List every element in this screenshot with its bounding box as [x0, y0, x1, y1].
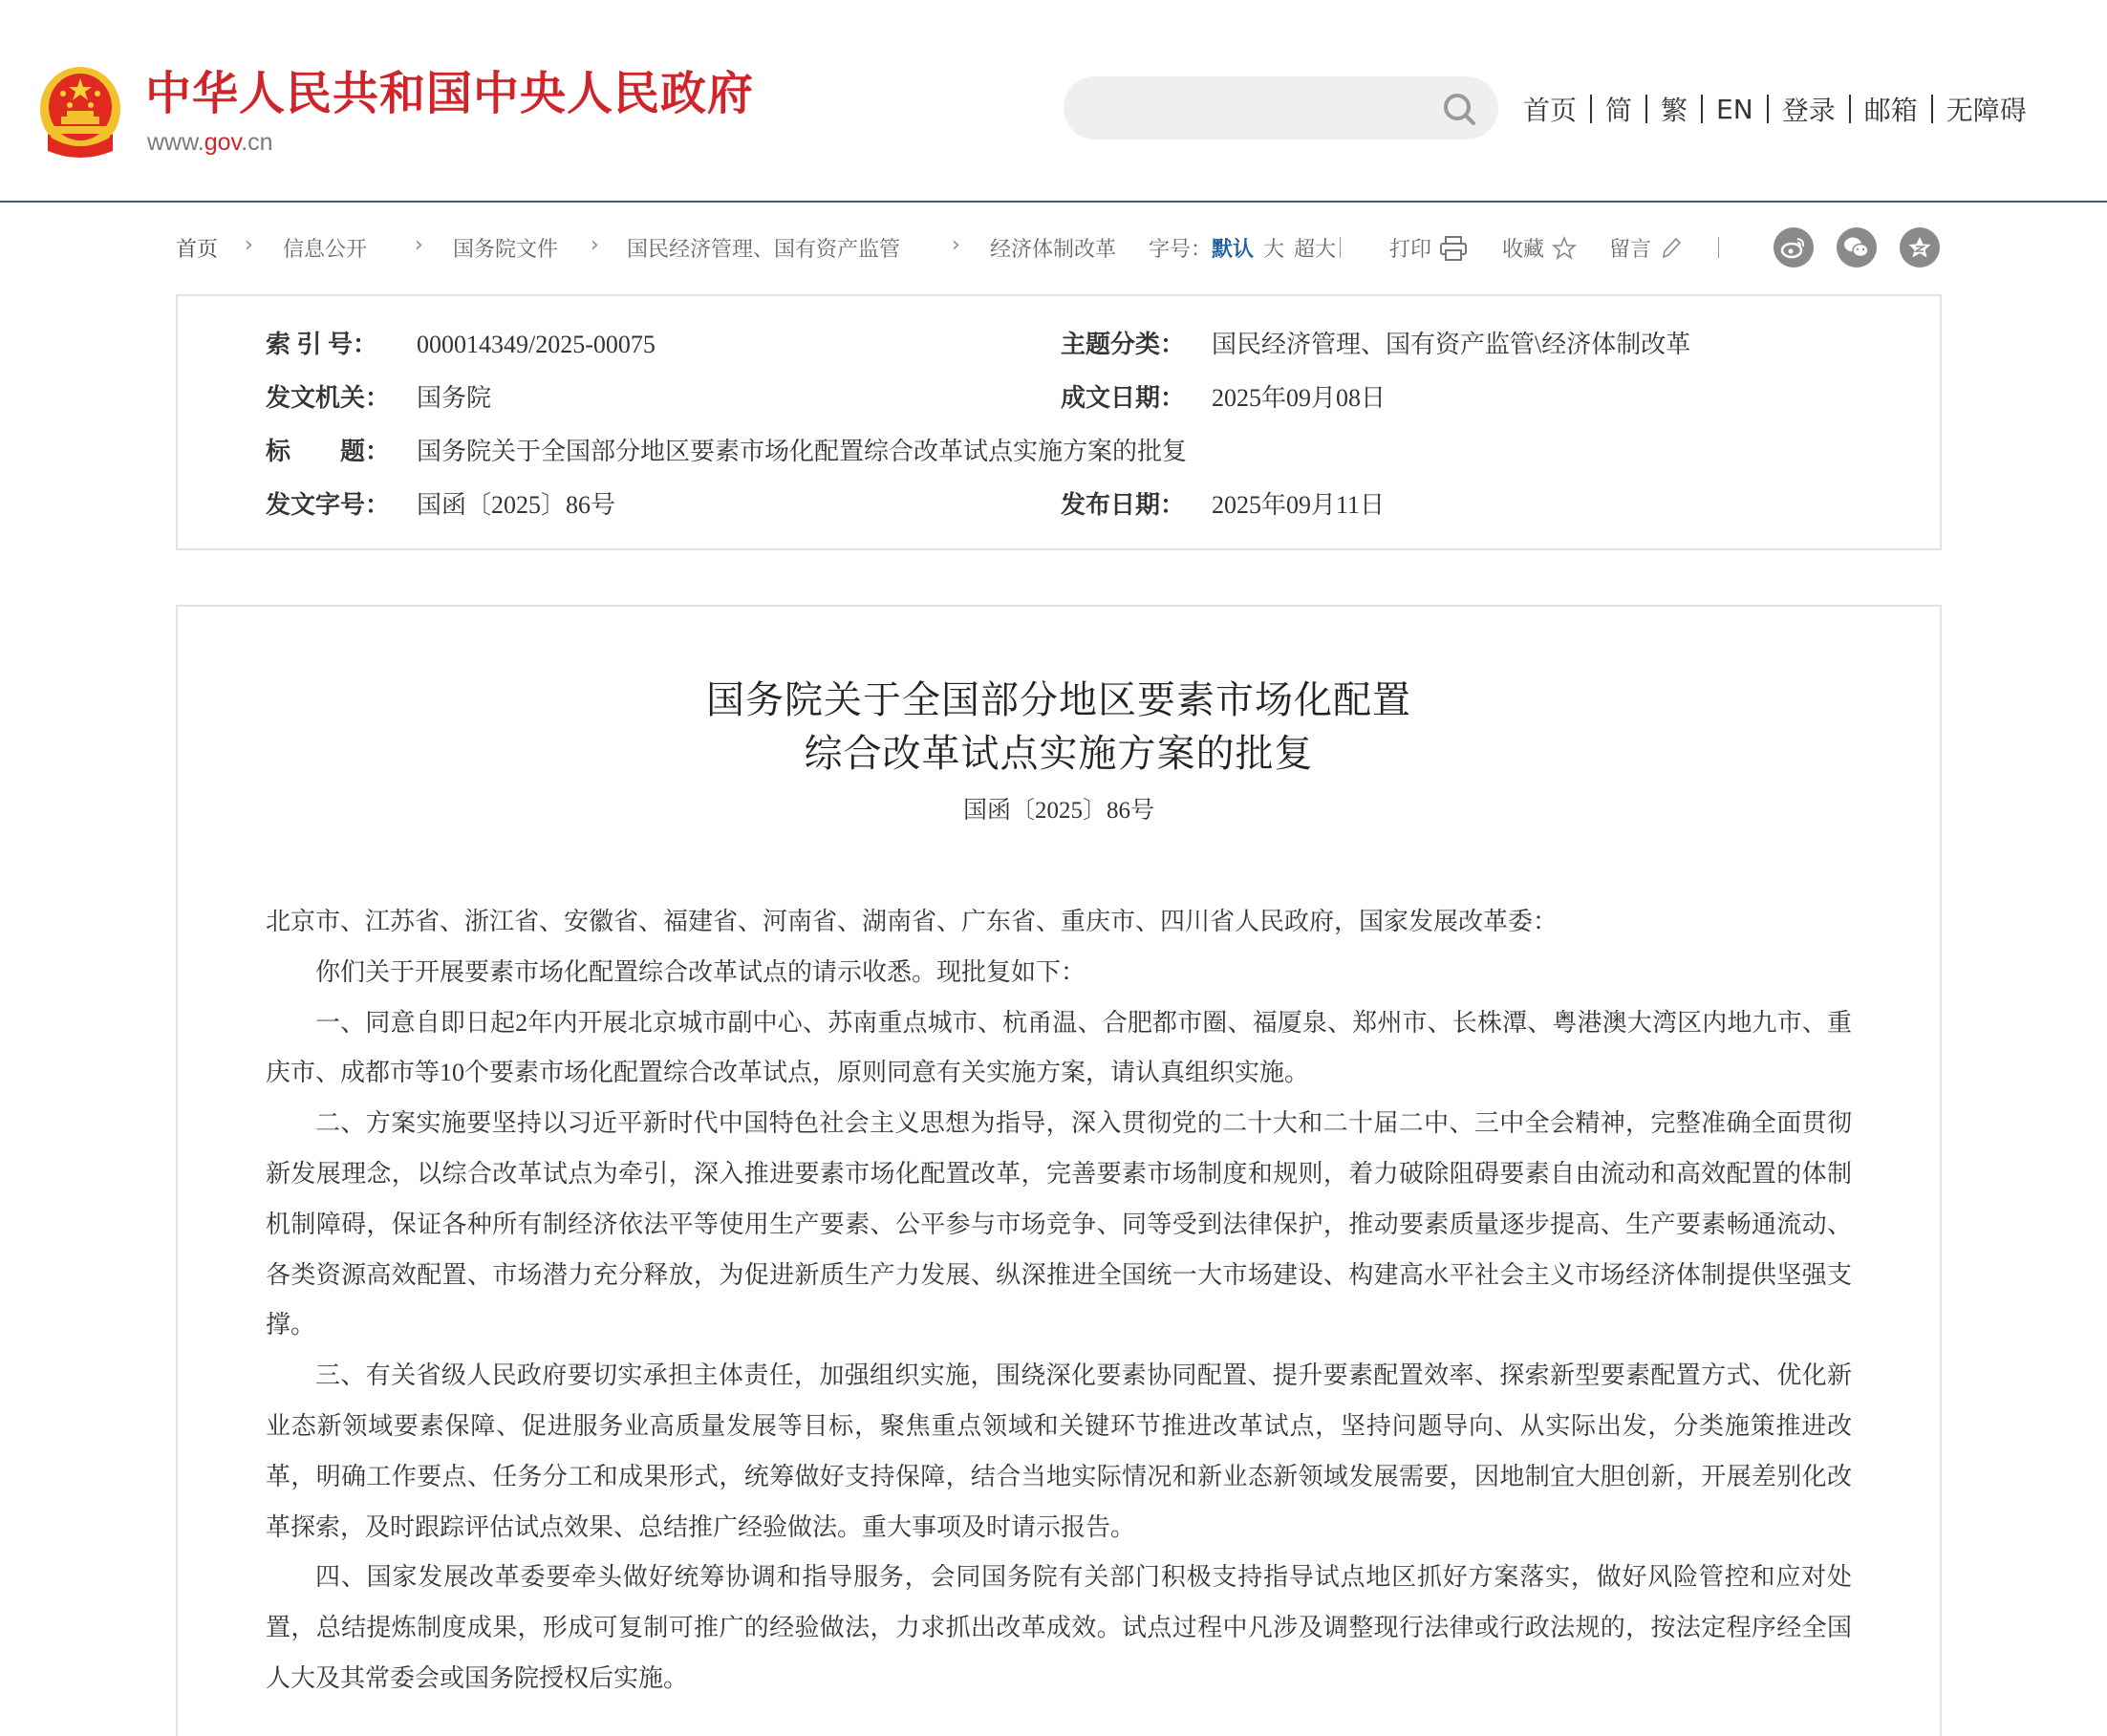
favorite-label: 收藏	[1502, 238, 1545, 262]
document-title-line-2: 综合改革试点实施方案的批复	[804, 732, 1314, 775]
nav-simplified[interactable]: 简	[1605, 95, 1633, 126]
favorite-button[interactable]	[1502, 233, 1577, 263]
site-url-gov: gov	[204, 129, 242, 156]
meta-label: 标 题：	[266, 438, 391, 465]
document-title	[178, 674, 1940, 781]
breadcrumb-link[interactable]: 信息公开	[283, 238, 368, 262]
site-url-prefix: www.	[147, 129, 204, 156]
meta-value: 2025年09月11日	[1212, 491, 1386, 519]
nav-accessibility[interactable]: 无障碍	[1946, 95, 2027, 126]
weibo-icon	[1780, 234, 1807, 261]
meta-subject	[1061, 329, 1690, 361]
search-box	[1064, 76, 1498, 139]
document-metadata	[176, 294, 1942, 550]
breadcrumb-item-economic-reform[interactable]	[990, 233, 1116, 263]
meta-label: 发布日期：	[1061, 491, 1186, 519]
national-emblem-icon[interactable]	[38, 65, 122, 159]
pencil-icon	[1659, 236, 1682, 261]
document-title-line-1: 国务院关于全国部分地区要素市场化配置	[706, 678, 1411, 721]
breadcrumb-item-info-public[interactable]	[283, 233, 367, 263]
font-size-default[interactable]: 默认	[1212, 238, 1255, 262]
addressee: 北京市、江苏省、浙江省、安徽省、福建省、河南省、湖南省、广东省、重庆市、四川省人民政府，国家发展改革委：	[266, 908, 1559, 935]
breadcrumb-link[interactable]: 经济体制改革	[990, 238, 1117, 262]
toolbar-divider	[1340, 237, 1341, 258]
body-paragraph: 三、有关省级人民政府要切实承担主体责任，加强组织实施，围绕深化要素协同配置、提升要素配置效率、探索新型要素配置方式、优化新业态新领域要素保障、促进服务业高质量发展等目标，聚焦重点领域和关键环节推进改革试点，坚持问题导向、从实际出发，分类施策推进改革，明确工作要点、任务分工和成果形式，统筹做好支持保障，结合当地实际情况和新业态新领域发展需要，因地制宜大胆创新，开展差别化改革探索，及时跟踪评估试点效果、总结推广经验做法。重大事项及时请示报告。	[266, 1361, 1852, 1541]
share-wechat-button[interactable]	[1837, 227, 1877, 268]
breadcrumb-link[interactable]: 国民经济管理、国有资产监管	[627, 238, 901, 262]
meta-label: 索 引 号：	[266, 331, 378, 358]
share-weibo-button[interactable]	[1774, 227, 1814, 268]
meta-value: 2025年09月08日	[1212, 384, 1387, 412]
meta-label: 发文机关：	[266, 384, 391, 412]
document-body	[266, 897, 1852, 1704]
breadcrumb-toolbar	[176, 233, 1944, 266]
chevron-right-icon: ›	[245, 233, 253, 257]
meta-issuer	[266, 382, 491, 415]
breadcrumb-item-economy-management[interactable]	[627, 233, 900, 263]
meta-label: 主题分类：	[1061, 331, 1186, 358]
breadcrumb-link[interactable]: 国务院文件	[453, 238, 559, 262]
meta-written-date	[1061, 382, 1386, 415]
printer-icon	[1439, 235, 1468, 262]
meta-publish-date	[1061, 489, 1385, 522]
nav-divider	[1849, 95, 1851, 123]
font-size-xlarge[interactable]: 超大	[1294, 238, 1337, 262]
body-paragraph: 一、同意自即日起2年内开展北京城市副中心、苏南重点城市、杭甬温、合肥都市圈、福厦泉、郑州市、长株潭、粤港澳大湾区内地九市、重庆市、成都市等10个要素市场化配置综合改革试点，原则同意有关实施方案，请认真组织实施。	[266, 1008, 1852, 1087]
nav-divider	[1767, 95, 1769, 123]
meta-value: 000014349/2025-00075	[417, 331, 656, 358]
site-title[interactable]: 中华人民共和国中央人民政府	[145, 67, 755, 120]
comment-button[interactable]	[1609, 233, 1682, 263]
breadcrumb-item-home[interactable]	[176, 233, 218, 263]
nav-divider	[1645, 95, 1647, 123]
font-size-options	[1149, 233, 1336, 263]
toolbar-divider	[1718, 237, 1719, 258]
nav-traditional[interactable]: 繁	[1661, 95, 1688, 126]
chevron-right-icon: ›	[952, 233, 960, 257]
comment-label: 留言	[1609, 238, 1652, 262]
document-number: 国函〔2025〕86号	[962, 798, 1154, 824]
nav-divider	[1701, 95, 1703, 123]
search-input[interactable]	[1090, 88, 1415, 128]
meta-doc-no	[266, 489, 615, 522]
breadcrumb-link[interactable]: 首页	[176, 238, 219, 262]
font-size-label: 字号：	[1149, 238, 1213, 262]
star-icon	[1552, 236, 1577, 261]
font-size-large[interactable]: 大	[1263, 238, 1285, 262]
site-url	[147, 129, 273, 157]
meta-value: 国函〔2025〕86号	[417, 491, 616, 519]
print-label: 打印	[1389, 238, 1432, 262]
meta-title	[266, 436, 1187, 468]
search-icon[interactable]	[1441, 91, 1477, 127]
site-header	[0, 0, 2107, 203]
breadcrumb-item-state-council-docs[interactable]	[453, 233, 558, 263]
meta-value: 国民经济管理、国有资产监管\经济体制改革	[1212, 331, 1691, 358]
body-paragraph: 你们关于开展要素市场化配置综合改革试点的请示收悉。现批复如下：	[315, 957, 1086, 986]
meta-label: 发文字号：	[266, 491, 391, 519]
share-qzone-button[interactable]	[1900, 227, 1940, 268]
meta-label: 成文日期：	[1061, 384, 1186, 412]
top-nav	[1523, 90, 2027, 128]
qzone-icon	[1906, 234, 1933, 261]
print-button[interactable]	[1389, 233, 1468, 263]
nav-divider	[1931, 95, 1933, 123]
meta-index-no	[266, 329, 656, 361]
nav-mailbox[interactable]: 邮箱	[1863, 95, 1918, 126]
meta-value: 国务院	[417, 384, 492, 412]
site-url-suffix: .cn	[241, 129, 273, 156]
nav-home[interactable]: 首页	[1523, 95, 1578, 126]
body-paragraph: 二、方案实施要坚持以习近平新时代中国特色社会主义思想为指导，深入贯彻党的二十大和二十届二中、三中全会精神，完整准确全面贯彻新发展理念，以综合改革试点为牵引，深入推进要素市场化配置改革，完善要素市场制度和规则，着力破除阻碍要素自由流动和高效配置的体制机制障碍，保证各种所有制经济依法平等使用生产要素、公平参与市场竞争、同等受到法律保护，推动要素质量逐步提高、生产要素畅通流动、各类资源高效配置、市场潜力充分释放，为促进新质生产力发展、纵深推进全国统一大市场建设、构建高水平社会主义市场经济体制提供坚强支撑。	[266, 1109, 1852, 1340]
body-paragraph: 四、国家发展改革委要牵头做好统筹协调和指导服务，会同国务院有关部门积极支持指导试点地区抓好方案落实，做好风险管控和应对处置，总结提炼制度成果，形成可复制可推广的经验做法，力求抓出改革成效。试点过程中凡涉及调整现行法律或行政法规的，按法定程序经全国人大及其常委会或国务院授权后实施。	[266, 1563, 1852, 1692]
nav-english[interactable]: EN	[1716, 93, 1753, 125]
document-content	[176, 605, 1942, 1736]
nav-login[interactable]: 登录	[1781, 95, 1836, 126]
chevron-right-icon: ›	[415, 233, 423, 257]
meta-value: 国务院关于全国部分地区要素市场化配置综合改革试点实施方案的批复	[417, 438, 1188, 465]
wechat-icon	[1842, 234, 1871, 261]
nav-divider	[1590, 95, 1592, 123]
chevron-right-icon: ›	[591, 233, 599, 257]
